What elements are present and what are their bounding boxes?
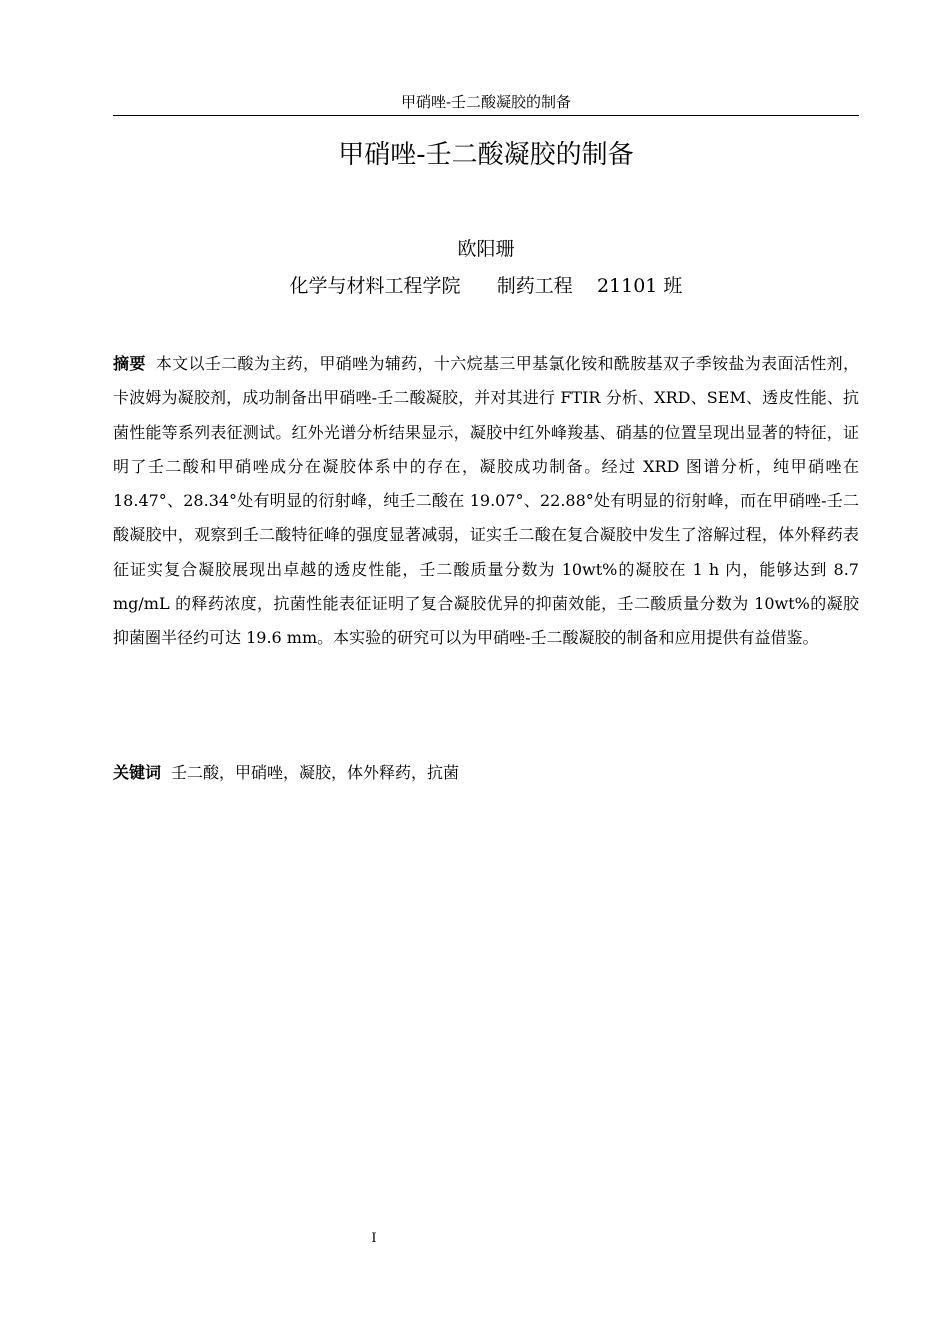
abstract-paragraph — [113, 347, 859, 656]
keywords-label: 关键词 — [113, 763, 162, 782]
running-header: 甲硝唑-壬二酸凝胶的制备 — [400, 93, 572, 111]
author-affiliation: 化学与材料工程学院 制药工程 21101 班 — [289, 275, 683, 297]
abstract-text: 本文以壬二酸为主药，甲硝唑为辅药，十六烷基三甲基氯化铵和酰胺基双子季铵盐为表面活性剂，卡波姆为凝胶剂，成功制备出甲硝唑-壬二酸凝胶，并对其进行 FTIR 分析、XRD、SEM、透皮性能、抗菌性能等系列表征测试。红外光谱分析结果显示，凝胶中红外峰羧基、硝基的位置呈现出显著的特征，证明了壬二酸和甲硝唑成分在凝胶体系中的存在，凝胶成功制备。经过 XRD 图谱分析，纯甲硝唑在 18.47°、28.34°处有明显的衍射峰，纯壬二酸在 19.07°、22.88°处有明显的衍射峰，而在甲硝唑-壬二酸凝胶中，观察到壬二酸特征峰的强度显著减弱，证实壬二酸在复合凝胶中发生了溶解过程，体外释药表征证实复合凝胶展现出卓越的透皮性能，壬二酸质量分数为 10wt%的凝胶在 1 h 内，能够达到 8.7 mg/mL 的释药浓度，抗菌性能表征证明了复合凝胶优异的抑菌效能，壬二酸质量分数为 10wt%的凝胶抑菌圈半径约可达 19.6 mm。本实验的研究可以为甲硝唑-壬二酸凝胶的制备和应用提供有益借鉴。 — [113, 354, 859, 648]
abstract-label: 摘要 — [113, 354, 146, 373]
keywords-text: 壬二酸，甲硝唑，凝胶，体外释药，抗菌 — [171, 763, 460, 782]
keywords-line — [113, 760, 859, 786]
document-title: 甲硝唑-壬二酸凝胶的制备 — [338, 140, 634, 170]
header-divider — [113, 115, 859, 116]
page-number: I — [371, 1231, 377, 1246]
author-name: 欧阳珊 — [457, 238, 515, 260]
